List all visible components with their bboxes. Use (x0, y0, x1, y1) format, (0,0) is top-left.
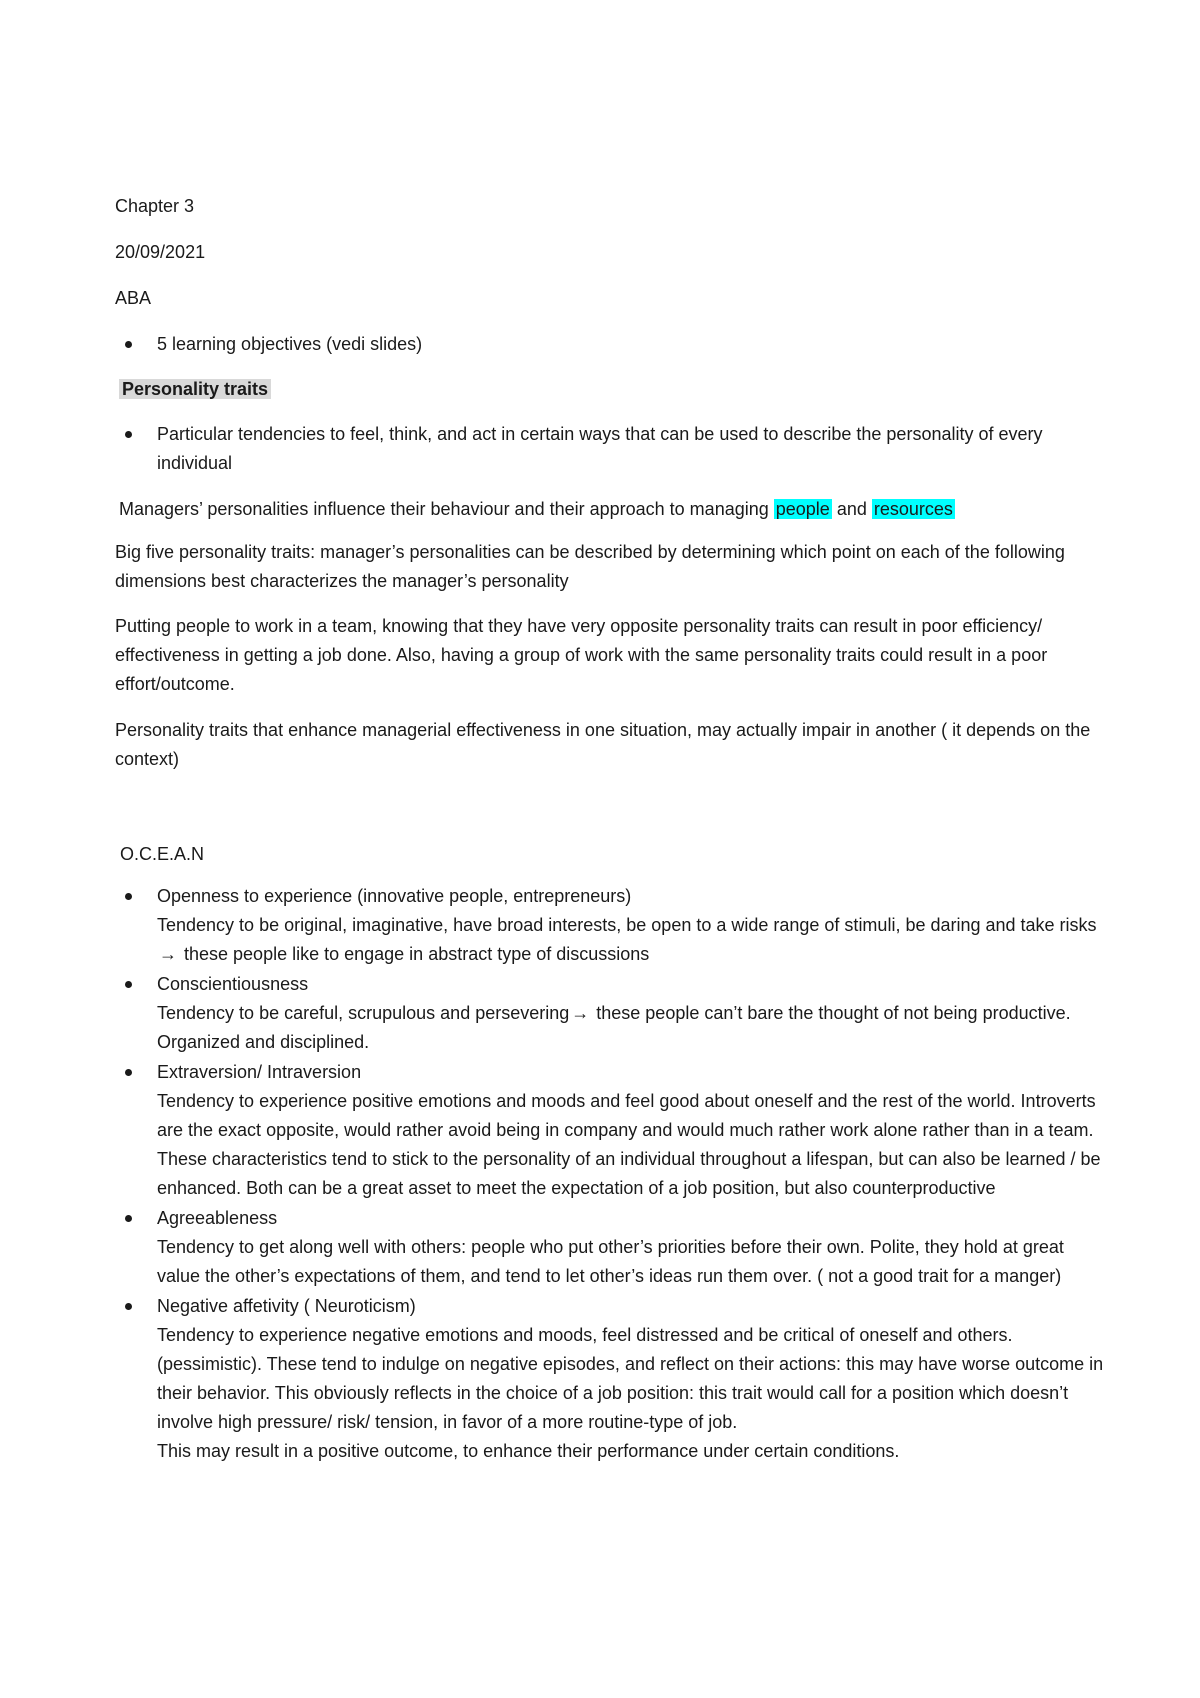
ocean-item-title: Agreeableness (157, 1208, 278, 1228)
definition-bullet-item (115, 420, 1105, 478)
ocean-item-title: Openness to experience (innovative people, entrepreneurs) (157, 886, 632, 906)
ocean-item-body: Tendency to get along well with others: people who put other’s priorities before their own. Polite, they hold at great value the other’s expectations of them, and tend to let other’s ideas run them over. ( not a good trait for a manger) (157, 1237, 1064, 1286)
ocean-item-body (157, 911, 1105, 969)
highlight-resources: resources (873, 499, 953, 519)
ocean-item-content (157, 1204, 1105, 1291)
ocean-item-extra: This may result in a positive outcome, to enhance their performance under certain conditions. (157, 1441, 900, 1461)
ocean-item-agreeableness (115, 1204, 1105, 1291)
bullet-icon (125, 981, 132, 988)
ocean-item-body-text: Tendency to be original, imaginative, have broad interests, be open to a wide range of stimuli, be daring and take risks (157, 915, 1097, 935)
bullet-icon (125, 341, 132, 348)
ocean-item-title: Negative affetivity ( Neuroticism) (157, 1296, 416, 1316)
bullet-icon (125, 431, 132, 438)
date-label: 20/09/2021 (115, 242, 206, 262)
ocean-item-body: Tendency to experience positive emotions and moods and feel good about oneself and the rest of the world. Introverts are the exact opposite, would rather avoid being in company and would much rather work alone rather than in a team. These characteristics tend to stick to the personality of an individual throughout a lifespan, but can also be learned / be enhanced. Both can be a great asset to meet the expectation of a job position, but also counterproductive (157, 1091, 1101, 1198)
big-five-paragraph: Big five personality traits: manager’s personalities can be described by determining which point on each of the following dimensions best characterizes the manager’s personality (115, 542, 1065, 591)
ocean-item-extraversion (115, 1058, 1105, 1203)
bullet-icon (125, 1215, 132, 1222)
bullet-icon (125, 893, 132, 900)
ocean-item-conscientiousness (115, 970, 1105, 1057)
ocean-item-body (157, 999, 1105, 1057)
managers-text-start: Managers’ personalities influence their behaviour and their approach to managing (119, 499, 774, 519)
ocean-heading: O.C.E.A.N (120, 844, 205, 864)
section-heading-text: Personality traits (119, 379, 271, 399)
ocean-item-content (157, 882, 1105, 969)
ocean-item-title: Conscientiousness (157, 974, 309, 994)
ocean-item-body-text: Tendency to be careful, scrupulous and persevering (157, 1003, 570, 1023)
arrow-right-icon: → (571, 1003, 590, 1023)
intro-bullet-text: 5 learning objectives (vedi slides) (157, 334, 423, 354)
ocean-item-content (157, 970, 1105, 1057)
teams-paragraph: Putting people to work in a team, knowing that they have very opposite personality traits can result in poor efficiency/ effectiveness in getting a job done. Also, having a group of work with the same personality traits could result in a poor effort/outcome. (115, 616, 1048, 694)
ocean-item-body: Tendency to experience negative emotions and moods, feel distressed and be critical of oneself and others. (pessimistic). These tend to indulge on negative episodes, and reflect on their actions: this may have worse outcome in their behavior. This obviously reflects in the choice of a job position: this trait would call for a position which doesn’t involve high pressure/ risk/ tension, in favor of a more routine-type of job. (157, 1325, 1104, 1432)
ocean-item-openness (115, 882, 1105, 969)
course-label: ABA (115, 288, 152, 308)
intro-bullet-item (115, 330, 1105, 359)
ocean-list (115, 882, 1105, 1467)
section-heading (119, 377, 271, 401)
arrow-right-icon: → (159, 944, 177, 964)
ocean-item-body-after: these people can’t bare the thought of not being productive. Organized and disciplined. (157, 1003, 1071, 1052)
managers-paragraph (119, 497, 955, 521)
ocean-item-content (157, 1292, 1105, 1466)
ocean-item-content (157, 1058, 1105, 1203)
bullet-icon (125, 1303, 132, 1310)
context-paragraph: Personality traits that enhance managerial effectiveness in one situation, may actually impair in another ( it depends on the context) (115, 720, 1091, 769)
definition-bullet-text: Particular tendencies to feel, think, and act in certain ways that can be used to describe the personality of every individual (157, 424, 1043, 473)
bullet-icon (125, 1069, 132, 1076)
ocean-item-title: Extraversion/ Intraversion (157, 1062, 362, 1082)
managers-text-middle: and (831, 499, 872, 519)
ocean-item-body-after: these people like to engage in abstract type of discussions (179, 944, 650, 964)
chapter-label: Chapter 3 (115, 196, 195, 216)
ocean-item-neuroticism (115, 1292, 1105, 1466)
highlight-people: people (775, 499, 830, 519)
